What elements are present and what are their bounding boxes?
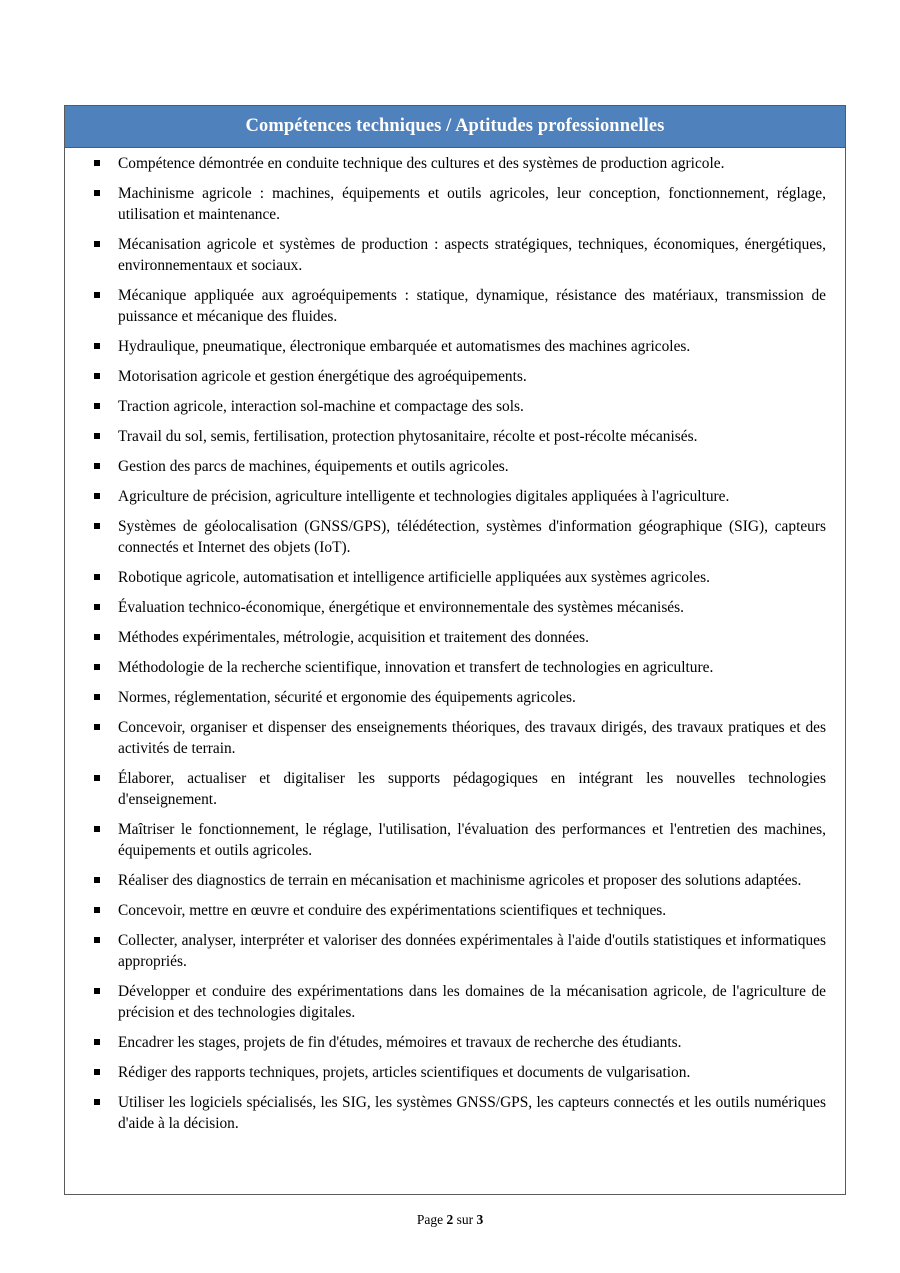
list-item — [118, 900, 826, 921]
list-item — [118, 1032, 826, 1053]
list-item — [118, 183, 826, 225]
list-item-text: Rédiger des rapports techniques, projets, articles scientifiques et documents de vulgarisation. — [118, 1064, 691, 1081]
list-item — [118, 870, 826, 891]
square-bullet-icon — [94, 493, 100, 499]
square-bullet-icon — [94, 574, 100, 580]
list-item — [118, 285, 826, 327]
list-item-text: Compétence démontrée en conduite technique des cultures et des systèmes de production agricole. — [118, 155, 725, 172]
list-item — [118, 1062, 826, 1083]
list-item — [118, 396, 826, 417]
list-item-text: Utiliser les logiciels spécialisés, les SIG, les systèmes GNSS/GPS, les capteurs connectés et les outils numériques d'aide à la décision. — [118, 1094, 826, 1132]
skills-list — [65, 148, 845, 1134]
list-item — [118, 930, 826, 972]
list-item — [118, 981, 826, 1023]
list-item-text: Méthodologie de la recherche scientifique, innovation et transfert de technologies en agriculture. — [118, 659, 714, 676]
square-bullet-icon — [94, 604, 100, 610]
list-item — [118, 426, 826, 447]
skills-table — [64, 105, 846, 1195]
list-item — [118, 768, 826, 810]
list-item-text: Machinisme agricole : machines, équipements et outils agricoles, leur conception, fonctionnement, réglage, utilisation et maintenance. — [118, 185, 826, 223]
list-item-text: Robotique agricole, automatisation et intelligence artificielle appliquées aux systèmes agricoles. — [118, 569, 710, 586]
list-item-text: Travail du sol, semis, fertilisation, protection phytosanitaire, récolte et post-récolte mécanisés. — [118, 428, 698, 445]
square-bullet-icon — [94, 877, 100, 883]
list-item-text: Traction agricole, interaction sol-machine et compactage des sols. — [118, 398, 524, 415]
square-bullet-icon — [94, 343, 100, 349]
page-total: 3 — [476, 1212, 484, 1227]
list-item — [118, 657, 826, 678]
square-bullet-icon — [94, 241, 100, 247]
section-title: Compétences techniques / Aptitudes professionnelles — [65, 106, 845, 148]
list-item-text: Agriculture de précision, agriculture intelligente et technologies digitales appliquées à l'agriculture. — [118, 488, 730, 505]
square-bullet-icon — [94, 937, 100, 943]
list-item — [118, 366, 826, 387]
list-item — [118, 153, 826, 174]
list-item-text: Normes, réglementation, sécurité et ergonomie des équipements agricoles. — [118, 689, 576, 706]
list-item — [118, 336, 826, 357]
square-bullet-icon — [94, 1039, 100, 1045]
square-bullet-icon — [94, 634, 100, 640]
page-separator: sur — [453, 1212, 477, 1227]
list-item-text: Maîtriser le fonctionnement, le réglage, l'utilisation, l'évaluation des performances et l'entretien des machines, équipements et outils agricoles. — [118, 821, 826, 859]
list-item-text: Évaluation technico-économique, énergétique et environnementale des systèmes mécanisés. — [118, 599, 684, 616]
square-bullet-icon — [94, 1099, 100, 1105]
list-item-text: Gestion des parcs de machines, équipements et outils agricoles. — [118, 458, 509, 475]
square-bullet-icon — [94, 433, 100, 439]
list-item — [118, 819, 826, 861]
page-footer — [0, 1212, 900, 1228]
list-item — [118, 597, 826, 618]
square-bullet-icon — [94, 160, 100, 166]
list-item-text: Systèmes de géolocalisation (GNSS/GPS), télédétection, systèmes d'information géographique (SIG), capteurs connectés et Internet des objets (IoT). — [118, 518, 826, 556]
list-item-text: Mécanique appliquée aux agroéquipements : statique, dynamique, résistance des matériaux, transmission de puissance et mécanique des fluides. — [118, 287, 826, 325]
square-bullet-icon — [94, 694, 100, 700]
page-current: 2 — [446, 1212, 454, 1227]
square-bullet-icon — [94, 907, 100, 913]
square-bullet-icon — [94, 775, 100, 781]
list-item-text: Concevoir, organiser et dispenser des enseignements théoriques, des travaux dirigés, des travaux pratiques et des activités de terrain. — [118, 719, 826, 757]
list-item — [118, 627, 826, 648]
list-item — [118, 234, 826, 276]
square-bullet-icon — [94, 1069, 100, 1075]
list-item — [118, 516, 826, 558]
list-item-text: Élaborer, actualiser et digitaliser les supports pédagogiques en intégrant les nouvelles technologies d'enseignement. — [118, 770, 826, 808]
list-item — [118, 717, 826, 759]
list-item — [118, 1092, 826, 1134]
list-item-text: Collecter, analyser, interpréter et valoriser des données expérimentales à l'aide d'outils statistiques et informatiques appropriés. — [118, 932, 826, 970]
list-item — [118, 486, 826, 507]
square-bullet-icon — [94, 523, 100, 529]
list-item-text: Méthodes expérimentales, métrologie, acquisition et traitement des données. — [118, 629, 589, 646]
list-item — [118, 567, 826, 588]
square-bullet-icon — [94, 724, 100, 730]
list-item — [118, 456, 826, 477]
square-bullet-icon — [94, 988, 100, 994]
square-bullet-icon — [94, 664, 100, 670]
square-bullet-icon — [94, 190, 100, 196]
square-bullet-icon — [94, 292, 100, 298]
square-bullet-icon — [94, 826, 100, 832]
list-item-text: Concevoir, mettre en œuvre et conduire des expérimentations scientifiques et techniques. — [118, 902, 667, 919]
list-item-text: Motorisation agricole et gestion énergétique des agroéquipements. — [118, 368, 527, 385]
square-bullet-icon — [94, 403, 100, 409]
list-item-text: Encadrer les stages, projets de fin d'études, mémoires et travaux de recherche des étudiants. — [118, 1034, 682, 1051]
list-item-text: Hydraulique, pneumatique, électronique embarquée et automatismes des machines agricoles. — [118, 338, 691, 355]
square-bullet-icon — [94, 373, 100, 379]
list-item-text: Réaliser des diagnostics de terrain en mécanisation et machinisme agricoles et proposer des solutions adaptées. — [118, 872, 802, 889]
list-item-text: Mécanisation agricole et systèmes de production : aspects stratégiques, techniques, économiques, énergétiques, environnementaux et sociaux. — [118, 236, 826, 274]
list-item-text: Développer et conduire des expérimentations dans les domaines de la mécanisation agricole, de l'agriculture de précision et des technologies digitales. — [118, 983, 826, 1021]
page-prefix: Page — [416, 1212, 447, 1227]
list-item — [118, 687, 826, 708]
square-bullet-icon — [94, 463, 100, 469]
